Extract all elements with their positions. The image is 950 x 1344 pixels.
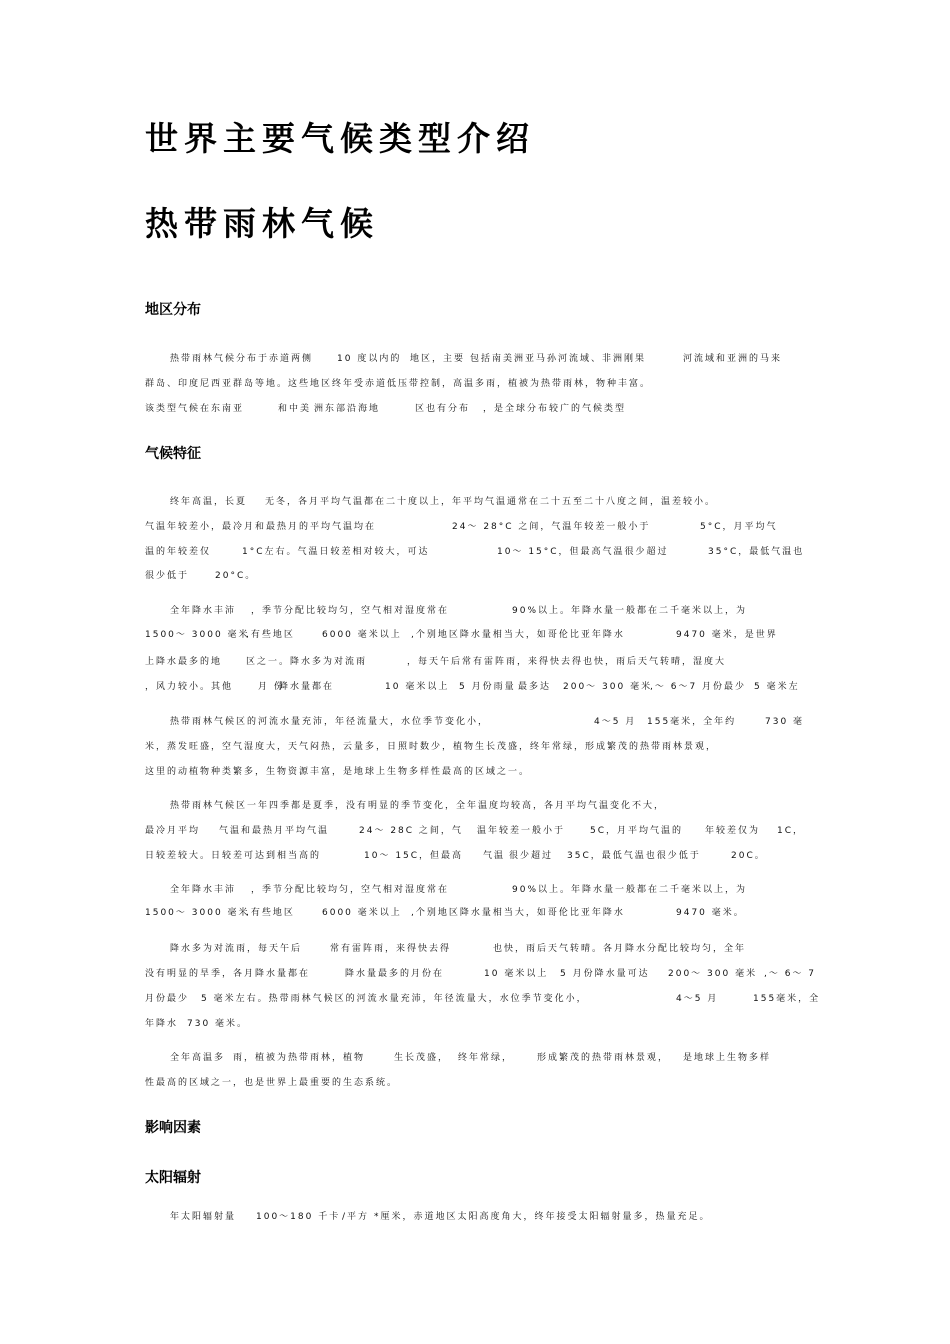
body-text-segment: 也快，雨后天气转晴。各月降水分配比较均匀，全年 bbox=[493, 944, 747, 954]
body-text-segment: 年较差仅为 bbox=[705, 826, 761, 836]
body-text-segment: ，季节分配比较均匀，空气相对湿度常在 bbox=[251, 606, 450, 616]
body-text-segment: 100～180 千卡 bbox=[256, 1212, 341, 1222]
body-text-segment: 降水量都在 bbox=[279, 682, 335, 692]
body-text-segment: 终年常绿， bbox=[458, 1053, 514, 1063]
body-text-segment: 气温年较差小，最冷月和最热月的平均气温均在 bbox=[145, 522, 377, 532]
body-text-segment: 是地球上生物多样 bbox=[683, 1053, 772, 1063]
body-text-segment: 区之一。降水多为对流雨 bbox=[246, 657, 368, 667]
document-title: 世界主要气候类型介绍 bbox=[145, 119, 535, 158]
body-text-segment: 全年高温多 bbox=[170, 1053, 226, 1063]
document-subtitle: 热带雨林气候 bbox=[145, 204, 379, 243]
body-text-segment: 形成繁茂的热带雨林景观， bbox=[537, 1053, 670, 1063]
body-text-segment: 区也有分布 bbox=[415, 404, 471, 414]
body-text-segment: 雨，植被为热带雨林，植物 bbox=[233, 1053, 366, 1063]
body-text-segment: 常有雷阵雨，来得快去得 bbox=[330, 944, 452, 954]
body-text-segment: 很少低于 bbox=[145, 571, 190, 581]
body-text-segment: 90%以上。年降水量一般都在二千毫米以上，为 bbox=[512, 606, 748, 616]
body-text-segment: 20C。 bbox=[731, 851, 766, 861]
body-text-segment: 降水量最多的月份在 bbox=[345, 969, 445, 979]
body-text-segment: 9470 毫米。 bbox=[676, 908, 745, 918]
section-heading-factors: 影响因素 bbox=[145, 1120, 201, 1136]
body-text-segment: 10 毫米以上 bbox=[484, 969, 549, 979]
body-text-segment: /平方 bbox=[342, 1212, 370, 1222]
body-text-segment: 最冷月平均 bbox=[145, 826, 201, 836]
section-heading-distribution: 地区分布 bbox=[145, 302, 201, 318]
body-text-segment: 生长茂盛， bbox=[394, 1053, 450, 1063]
body-text-segment: 10 毫米以上 bbox=[385, 682, 450, 692]
body-text-segment: ,个别地区降水量相当大，如哥伦比亚年降水 bbox=[411, 908, 625, 918]
body-text-segment: 上降水最多的地 bbox=[145, 657, 223, 667]
body-text-segment: 5 毫米左 bbox=[754, 682, 800, 692]
body-text-segment: 日较差较大。日较差可达到相当高的 bbox=[145, 851, 322, 861]
body-text-segment: 年降水 bbox=[145, 1019, 179, 1029]
body-text-segment: 6000 毫米以上 bbox=[322, 908, 402, 918]
body-text-segment: ,～ 6～7 月份最少 bbox=[650, 682, 747, 692]
body-text-segment: 年太阳辐射量 bbox=[170, 1212, 237, 1222]
section-heading-features: 气候特征 bbox=[145, 446, 201, 462]
body-text-segment: 10～ 15C，但最高 bbox=[364, 851, 464, 861]
body-text-segment: 温的年较差仅 bbox=[145, 547, 212, 557]
body-text-segment: 和中美 bbox=[278, 404, 312, 414]
body-text-segment: 35°C，最低气温也 bbox=[708, 547, 805, 557]
body-text-segment: 90%以上。年降水量一般都在二千毫米以上，为 bbox=[512, 885, 748, 895]
body-text-segment: 性最高的区域之一，也是世界上最重要的生态系统。 bbox=[145, 1078, 399, 1088]
body-text-segment: 730 毫米。 bbox=[187, 1019, 249, 1029]
body-text-segment: 1C， bbox=[777, 826, 805, 836]
body-text-segment: 温年较差一般小于 bbox=[477, 826, 566, 836]
body-text-segment: ，每天午后常有雷阵雨，来得快去得也快，雨后天气转晴，湿度大 bbox=[407, 657, 727, 667]
body-text-segment: 终年高温，长夏 bbox=[170, 497, 248, 507]
body-text-segment: 热带雨林气候区的河流水量充沛，年径流量大，水位季节变化小， bbox=[170, 717, 490, 727]
body-text-segment: 地区，主要 bbox=[410, 354, 466, 364]
body-text-segment: 这里的动植物种类繁多，生物资源丰富，是地球上生物多样性最高的区域之一。 bbox=[145, 767, 531, 777]
body-text-segment: 1500～ 3000 毫米 bbox=[145, 908, 250, 918]
body-text-segment: 气温和最热月平均气温 bbox=[219, 826, 330, 836]
body-text-segment: 5 月份雨量 bbox=[459, 682, 516, 692]
body-text-segment: 包括南美洲亚马孙河流域、非洲刚果 bbox=[470, 354, 647, 364]
body-text-segment: 20°C。 bbox=[215, 571, 257, 581]
body-text-segment: 热带雨林气候分布于赤道两侧 bbox=[170, 354, 314, 364]
body-text-segment: 200～ 300 毫米 bbox=[668, 969, 758, 979]
body-text-segment: ，风力较小。其他 bbox=[145, 682, 234, 692]
body-text-segment: 月份最少 bbox=[145, 994, 190, 1004]
body-text-segment: 6000 毫米以上 bbox=[322, 630, 402, 640]
body-text-segment: *厘米，赤道地区太阳高度角大，终年接受太阳辐射量多，热量充足。 bbox=[374, 1212, 711, 1222]
body-text-segment: 热带雨林气候区一年四季都是夏季，没有明显的季节变化，全年温度均较高，各月平均气温变化不大， bbox=[170, 801, 666, 811]
body-text-segment: ,个别地区降水量相当大，如哥伦比亚年降水 bbox=[411, 630, 625, 640]
body-text-segment: ,～ 6～ 7 bbox=[764, 969, 817, 979]
body-text-segment: 5 月份降水量可达 bbox=[560, 969, 650, 979]
body-text-segment: 730 毫 bbox=[765, 717, 805, 727]
body-text-segment: 最多达 bbox=[518, 682, 552, 692]
body-text-segment: 全年降水丰沛 bbox=[170, 606, 237, 616]
body-text-segment: 月 份 bbox=[258, 682, 285, 692]
body-text-segment: ，是全球分布较广的气候类型 bbox=[483, 404, 627, 414]
body-text-segment: 1°C左右。气温日较差相对较大，可达 bbox=[242, 547, 430, 557]
body-text-segment: 10 度以内的 bbox=[337, 354, 402, 364]
body-text-segment: 降水多为对流雨，每天午后 bbox=[170, 944, 303, 954]
body-text-segment: 该类型气候在东南亚 bbox=[145, 404, 245, 414]
body-text-segment: ,有些地区 bbox=[246, 908, 295, 918]
body-text-segment: 5 毫米左右。热带雨林气候区的河流水量充沛，年径流量大，水位季节变化小， bbox=[201, 994, 588, 1004]
body-text-segment: 5°C，月平均气 bbox=[700, 522, 778, 532]
body-text-segment: 9470 毫米，是世界 bbox=[676, 630, 778, 640]
body-text-segment: 1500～ 3000 毫米 bbox=[145, 630, 250, 640]
section-heading-radiation: 太阳辐射 bbox=[145, 1170, 201, 1186]
body-text-segment: 200～ 300 毫米 bbox=[563, 682, 653, 692]
body-text-segment: 很少超过 bbox=[509, 851, 554, 861]
body-text-segment: 全年降水丰沛 bbox=[170, 885, 237, 895]
body-text-segment: 5C，月平均气温的 bbox=[590, 826, 684, 836]
body-text-segment: 155毫米，全年约 bbox=[647, 717, 737, 727]
body-text-segment: 24～ 28C 之间，气 bbox=[359, 826, 463, 836]
body-text-segment: 洲东部沿海地 bbox=[314, 404, 381, 414]
body-text-segment: 气温 bbox=[483, 851, 506, 861]
body-text-segment: 群岛、印度尼西亚群岛等地。这些地区终年受赤道低压带控制，高温多雨，植被为热带雨林，物种丰富。 bbox=[145, 379, 652, 389]
body-text-segment: ,有些地区 bbox=[246, 630, 295, 640]
body-text-segment: 无冬，各月平均气温都在二十度以上，年平均气温通常在二十五至二十八度之间，温差较小。 bbox=[265, 497, 717, 507]
body-text-segment: 24～ 28°C 之间，气温年较差一般小于 bbox=[452, 522, 651, 532]
body-text-segment: ，季节分配比较均匀，空气相对湿度常在 bbox=[251, 885, 450, 895]
body-text-segment: 10～ 15°C，但最高气温很少超过 bbox=[497, 547, 669, 557]
body-text-segment: 35C，最低气温也很少低于 bbox=[567, 851, 701, 861]
body-text-segment: 米，蒸发旺盛，空气湿度大，天气闷热，云量多，日照时数少，植物生长茂盛，终年常绿，形成繁茂的热带雨林景观， bbox=[145, 742, 718, 752]
body-text-segment: 4～5 月 bbox=[676, 994, 719, 1004]
body-text-segment: 河流域和亚洲的马来 bbox=[683, 354, 783, 364]
body-text-segment: 没有明显的旱季，各月降水量都在 bbox=[145, 969, 311, 979]
body-text-segment: 4～5 月 bbox=[594, 717, 637, 727]
body-text-segment: 155毫米，全 bbox=[753, 994, 821, 1004]
